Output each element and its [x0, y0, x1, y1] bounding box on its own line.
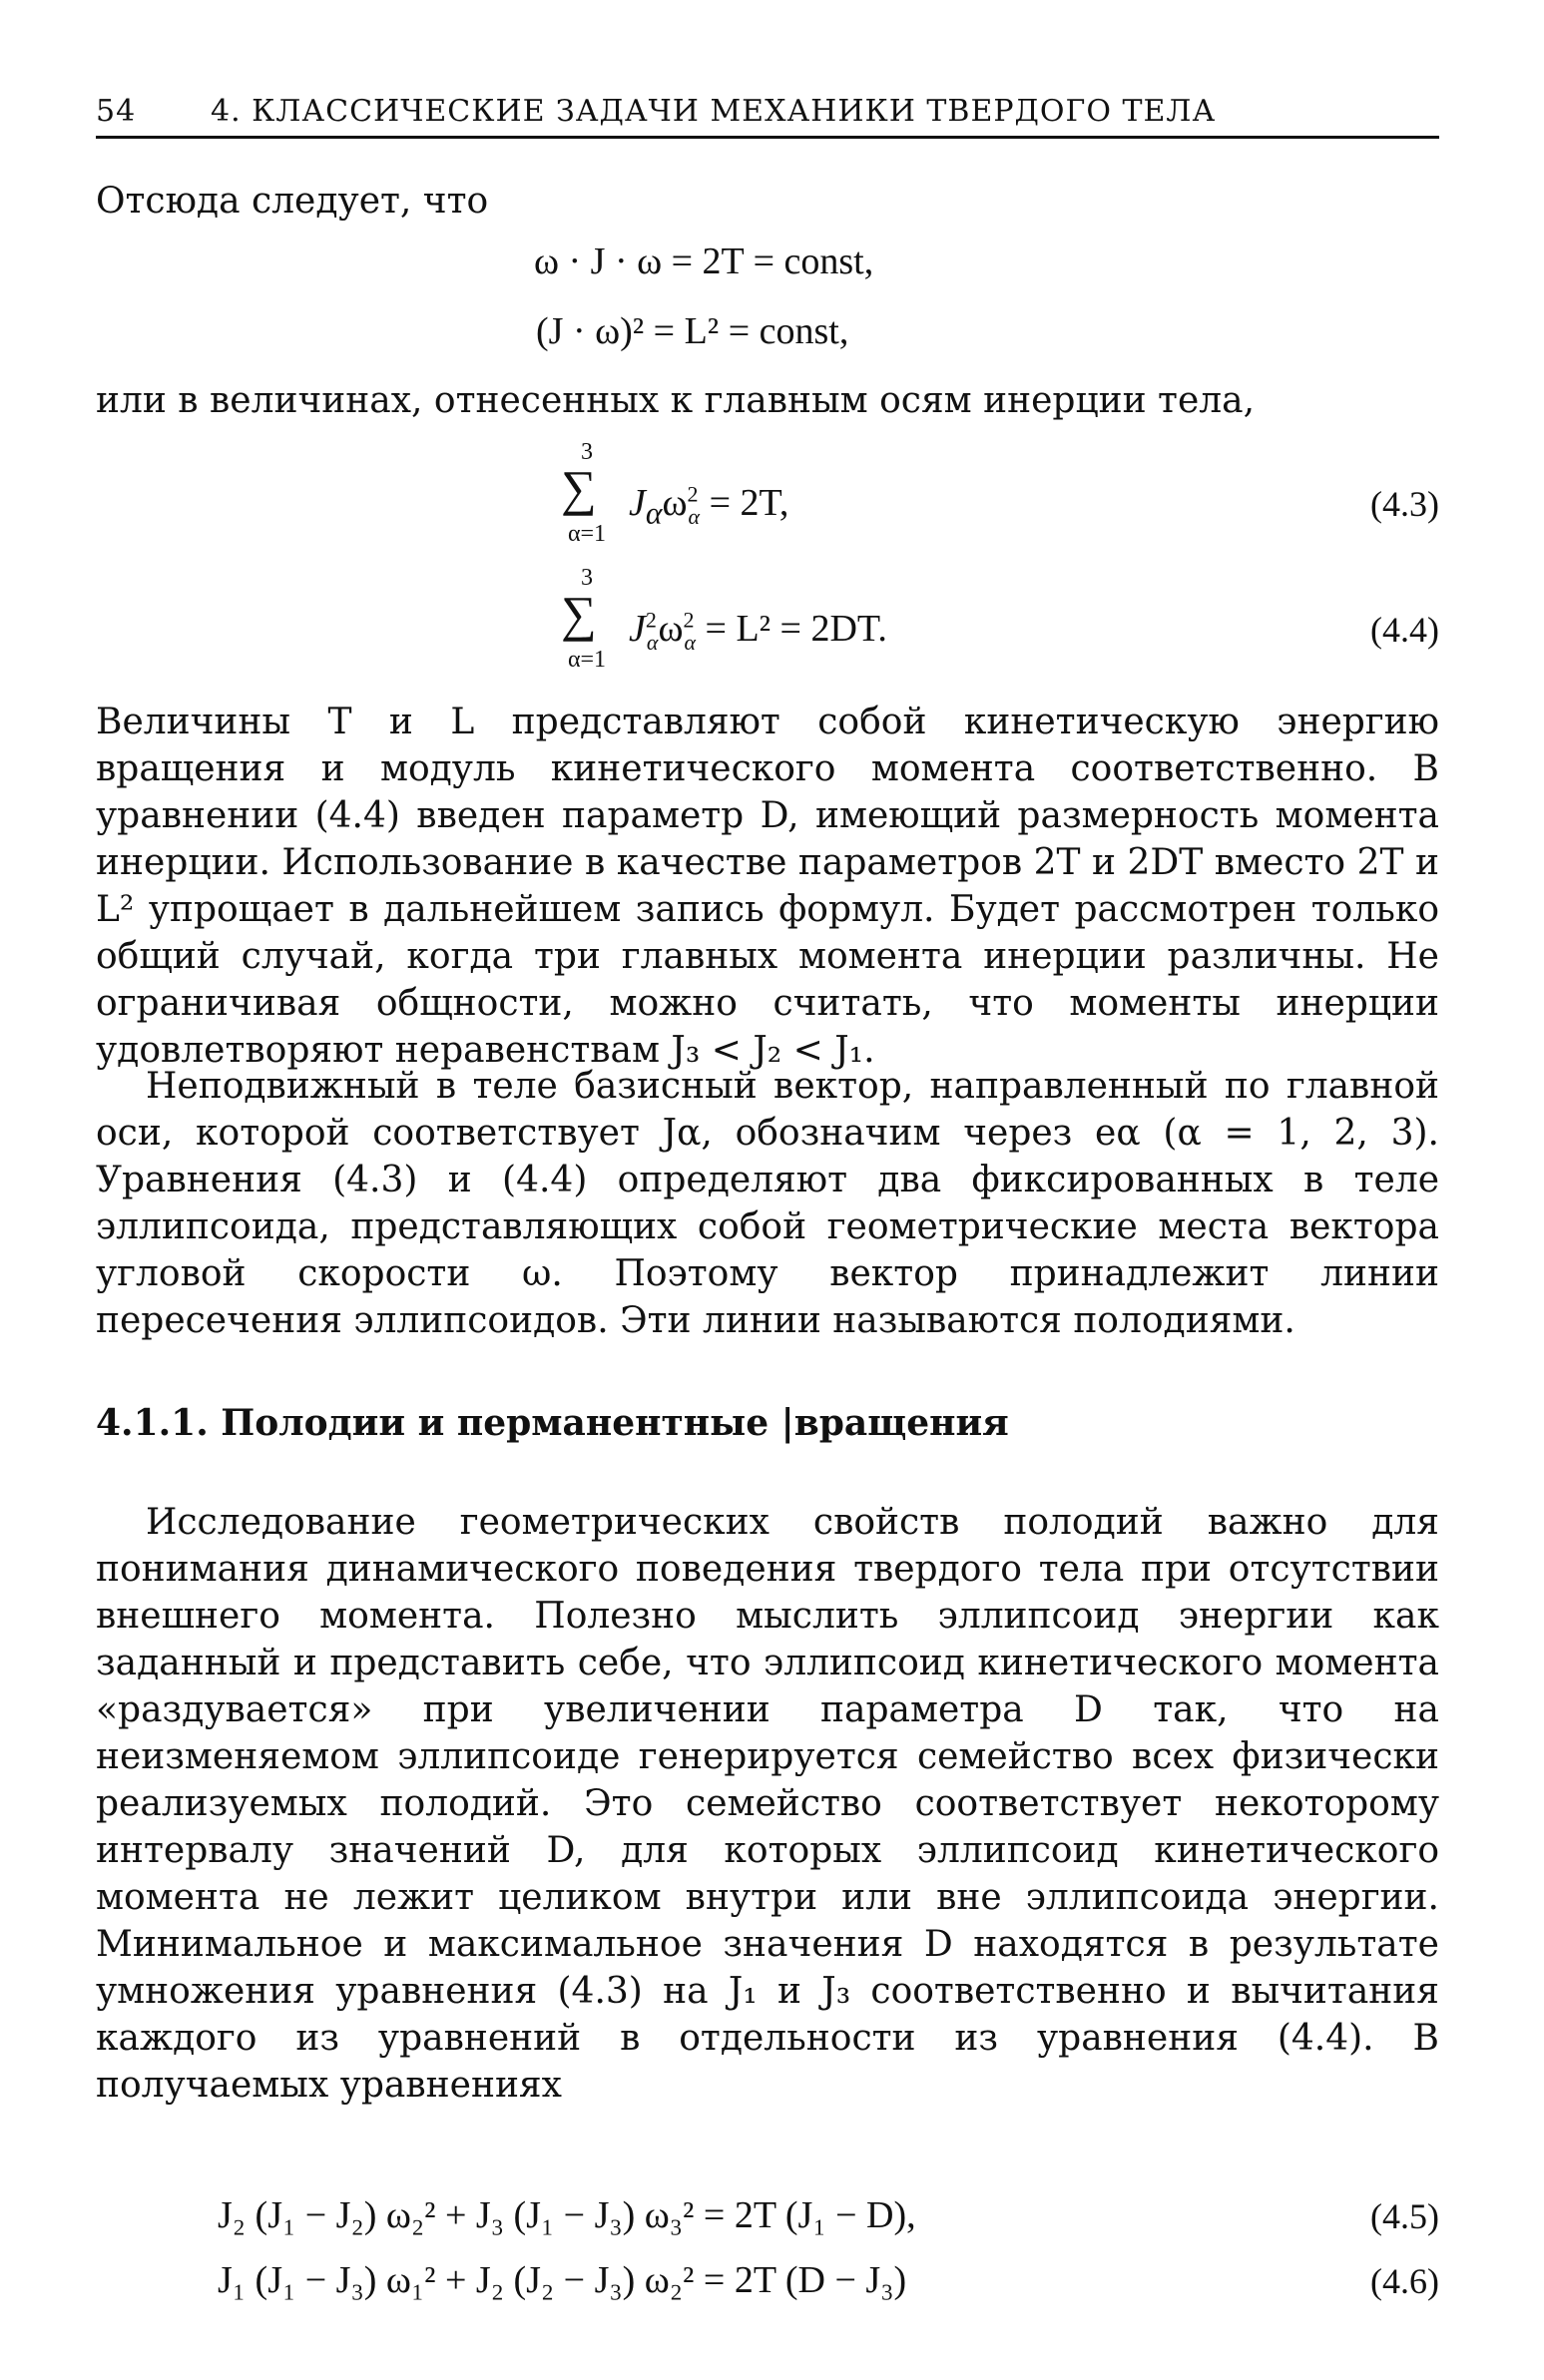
equation-4-5: J₂ (J₁ − J₂) ω₂² + J₃ (J₁ − J₃) ω₃² = 2T (J₁ − D),	[218, 2194, 916, 2236]
sum-upper-limit: 3	[581, 565, 593, 591]
running-header	[96, 86, 1439, 139]
sum-lower-limit: α=1	[567, 521, 607, 547]
paragraph-1: Величины T и L представляют собой кинетическую энергию вращения и модуль кинетического момента соответственно. В уравнении (4.4) введен параметр D, имеющий размерность момента инерции. Использование в качестве параметров 2T и 2DT вместо 2T и L² упрощает в дальнейшем запись формул. Будет рассмотрен только общий случай, когда три главных момента инерции различны. Не ограничивая общности, можно считать, что моменты инерции удовлетворяют неравенствам J₃ < J₂ < J₁.	[96, 702, 1439, 1071]
paragraph-3: Исследование геометрических свойств полодий важно для понимания динамического поведения твердого тела при отсутствии внешнего момента. Полезно мыслить эллипсоид энергии как заданный и представить себе, что эллипсоид кинетического момента «раздувается» при увеличении параметра D так, что на неизменяемом эллипсоиде генерируется семейство всех физически реализуемых полодий. Это семейство соответствует некоторому интервалу значений D, для которых эллипсоид кинетического момента не лежит целиком внутри или вне эллипсоида энергии. Минимальное и максимальное значения D находятся в результате умножения уравнения (4.3) на J₁ и J₃ соответственно и вычитания каждого из уравнений в отдельности из уравнения (4.4). В получаемых уравнениях	[96, 1502, 1439, 2106]
eq44-omega-sub: α	[684, 629, 697, 655]
eq44-rhs: = L² = 2DT.	[705, 608, 887, 650]
section-heading: 4.1.1. Полодии и перманентные |вращения	[96, 1402, 1009, 1444]
eq44-j-sub: α	[646, 629, 659, 655]
eq44-j: J	[629, 608, 646, 650]
equation-number-4-5: (4.5)	[1370, 2196, 1439, 2236]
equation-4-6: J₁ (J₁ − J₃) ω₁² + J₂ (J₂ − J₃) ω₂² = 2T (D − J₃)	[218, 2259, 907, 2301]
eq43-j: J	[629, 482, 646, 524]
sum-lower-limit: α=1	[567, 647, 607, 673]
equation-number-4-4: (4.4)	[1370, 610, 1439, 650]
equation-4-4-sum	[547, 565, 637, 685]
equation-number-4-6: (4.6)	[1370, 2261, 1439, 2301]
eq43-j-sub: α	[645, 495, 663, 531]
equation-4-4	[629, 607, 887, 656]
eq44-omega: ω	[658, 608, 684, 650]
page-number: 54	[96, 94, 137, 129]
eq44-omega-sup: 2	[683, 607, 695, 633]
equation-momentum: (J · ω)² = L² = const,	[536, 310, 849, 352]
sum-upper-limit: 3	[581, 439, 593, 465]
paragraph-2: Неподвижный в теле базисный вектор, направленный по главной оси, которой соответствует Jα, обозначим через eα (α = 1, 2, 3). Уравнения (4.3) и (4.4) определяют два фиксированных в теле эллипсоида, представляющих собой геометрические места вектора угловой скорости ω. Поэтому вектор принадлежит линии пересечения эллипсоидов. Эти линии называются полодиями.	[96, 1066, 1439, 1341]
eq43-rhs: = 2T,	[709, 482, 789, 524]
eq43-omega-sup: 2	[687, 481, 699, 507]
principal-axes-line: или в величинах, отнесенных к главным осям инерции тела,	[96, 380, 1256, 421]
sigma-symbol: ∑	[561, 460, 597, 516]
running-title: 4. КЛАССИЧЕСКИЕ ЗАДАЧИ МЕХАНИКИ ТВЕРДОГО ТЕЛА	[211, 94, 1217, 129]
equation-4-3-sum	[547, 439, 637, 559]
equation-number-4-3: (4.3)	[1370, 484, 1439, 524]
sigma-symbol: ∑	[561, 586, 597, 642]
eq43-omega: ω	[662, 482, 688, 524]
eq44-j-sup: 2	[645, 607, 657, 633]
equation-energy: ω · J · ω = 2T = const,	[534, 240, 874, 282]
equation-4-3	[629, 481, 788, 532]
eq43-omega-sub: α	[688, 503, 701, 529]
intro-line: Отсюда следует, что	[96, 181, 489, 222]
